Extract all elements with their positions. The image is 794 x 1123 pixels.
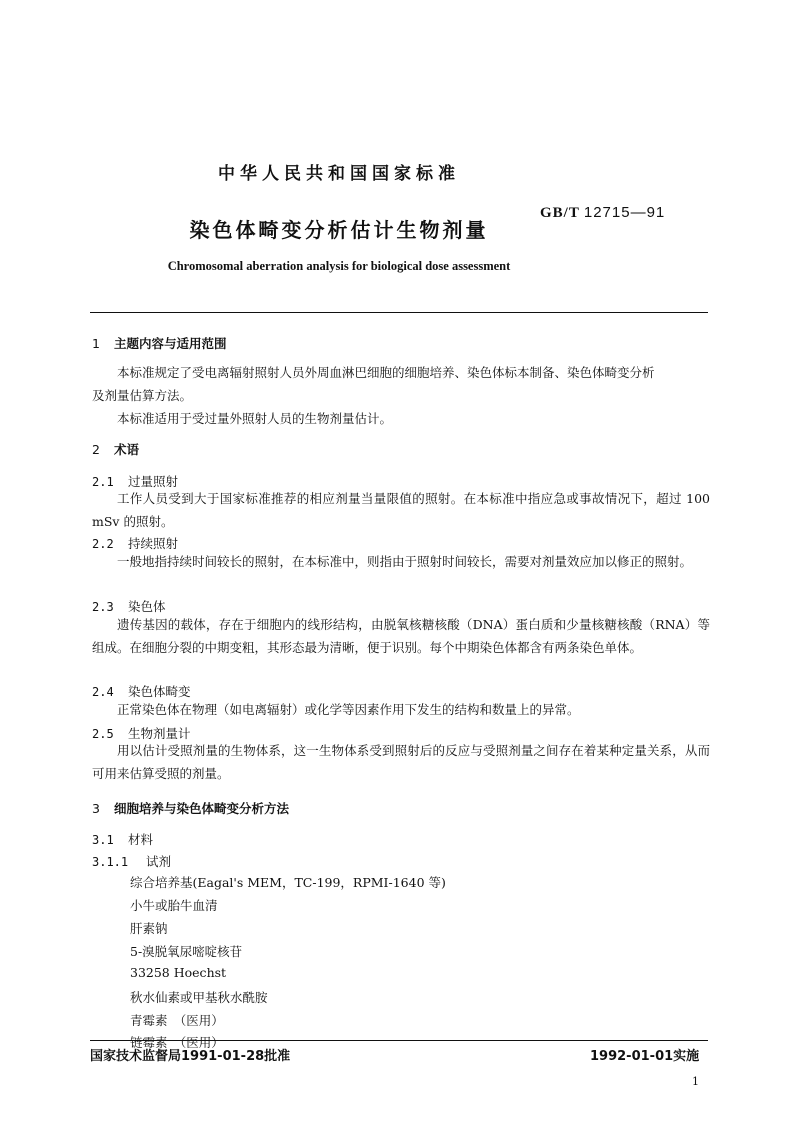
section-2-heading <box>92 440 139 458</box>
document-title: 染色体畸变分析估计生物剂量 <box>189 218 489 242</box>
reagent-item: 小牛或胎牛血清 <box>130 898 218 913</box>
term-2-2-definition: 一般地指持续时间较长的照射，在本标准中，则指由于照射时间较长，需要对剂量效应加以修正的照射。 <box>117 554 693 569</box>
section-2-number: 2 <box>92 442 100 457</box>
term-2-3-definition: 遗传基因的载体，存在于细胞内的线形结构，由脱氧核糖核酸（DNA）蛋白质和少量核糖核酸（RNA）等组成。在细胞分裂的中期变粗，其形态最为清晰，便于识别。每个中期染色体都含有两条染色单体。 <box>92 617 710 655</box>
subsection-3-1-number: 3.1 <box>92 833 114 847</box>
header-divider <box>90 312 708 313</box>
page-number: 1 <box>692 1075 699 1088</box>
term-2-1-number: 2.1 <box>92 475 114 489</box>
section-1-paragraph-2: 本标准适用于受过量外照射人员的生物剂量估计。 <box>117 411 393 426</box>
standard-code <box>540 204 665 222</box>
approval-statement: 国家技术监督局1991-01-28批准 <box>90 1049 291 1064</box>
footer-divider <box>90 1040 708 1041</box>
section-1-number: 1 <box>92 336 100 351</box>
reagent-item: 综合培养基(Eagal's MEM，TC-199，RPMI-1640 等) <box>130 875 446 890</box>
term-2-2-number: 2.2 <box>92 537 114 551</box>
implementation-date: 1992-01-01实施 <box>590 1049 700 1064</box>
section-1-heading <box>92 334 227 352</box>
english-title: Chromosomal aberration analysis for biological dose assessment <box>167 259 511 273</box>
subsection-3-1-1-heading <box>92 852 171 870</box>
subsection-3-1-1-number: 3.1.1 <box>92 855 129 869</box>
reagent-item: 5-溴脱氧尿嘧啶核苷 <box>130 944 243 959</box>
reagent-item: 秋水仙素或甲基秋水酰胺 <box>130 990 268 1005</box>
section-3-heading <box>92 799 289 817</box>
reagent-item: 33258 Hoechst <box>130 965 227 980</box>
national-standard-heading: 中华人民共和国国家标准 <box>218 164 460 184</box>
term-2-3-name: 染色体 <box>128 599 166 614</box>
subsection-3-1-1-title: 试剂 <box>146 854 172 869</box>
term-2-4-name: 染色体畸变 <box>128 684 191 699</box>
term-2-1-definition: 工作人员受到大于国家标准推荐的相应剂量当量限值的照射。在本标准中指应急或事故情况下，超过 100 mSv 的照射。 <box>92 491 710 529</box>
reagent-item: 肝素钠 <box>130 921 168 936</box>
standard-code-number: 12715—91 <box>583 204 666 221</box>
standard-code-prefix: GB/T <box>540 205 580 221</box>
term-2-3-number: 2.3 <box>92 600 114 614</box>
reagent-item: 链霉素 （医用） <box>130 1035 224 1050</box>
section-1-title: 主题内容与适用范围 <box>114 336 227 351</box>
term-2-4-definition: 正常染色体在物理（如电离辐射）或化学等因素作用下发生的结构和数量上的异常。 <box>117 702 580 717</box>
section-2-title: 术语 <box>114 442 140 457</box>
subsection-3-1-heading <box>92 830 153 848</box>
term-2-1-name: 过量照射 <box>128 474 179 489</box>
term-2-5-number: 2.5 <box>92 727 114 741</box>
subsection-3-1-title: 材料 <box>128 832 154 847</box>
section-3-title: 细胞培养与染色体畸变分析方法 <box>114 801 290 816</box>
term-2-4-number: 2.4 <box>92 685 114 699</box>
reagent-item: 青霉素 （医用） <box>130 1013 224 1028</box>
section-1-paragraph-1-line-2: 及剂量估算方法。 <box>92 388 193 403</box>
term-2-5-definition: 用以估计受照剂量的生物体系，这一生物体系受到照射后的反应与受照剂量之间存在着某种定量关系，从而可用来估算受照的剂量。 <box>92 743 710 781</box>
term-2-2-name: 持续照射 <box>128 536 179 551</box>
section-1-paragraph-1-line-1: 本标准规定了受电离辐射照射人员外周血淋巴细胞的细胞培养、染色体标本制备、染色体畸变分析 <box>117 365 655 380</box>
section-3-number: 3 <box>92 801 100 816</box>
term-2-5-name: 生物剂量计 <box>128 726 191 741</box>
